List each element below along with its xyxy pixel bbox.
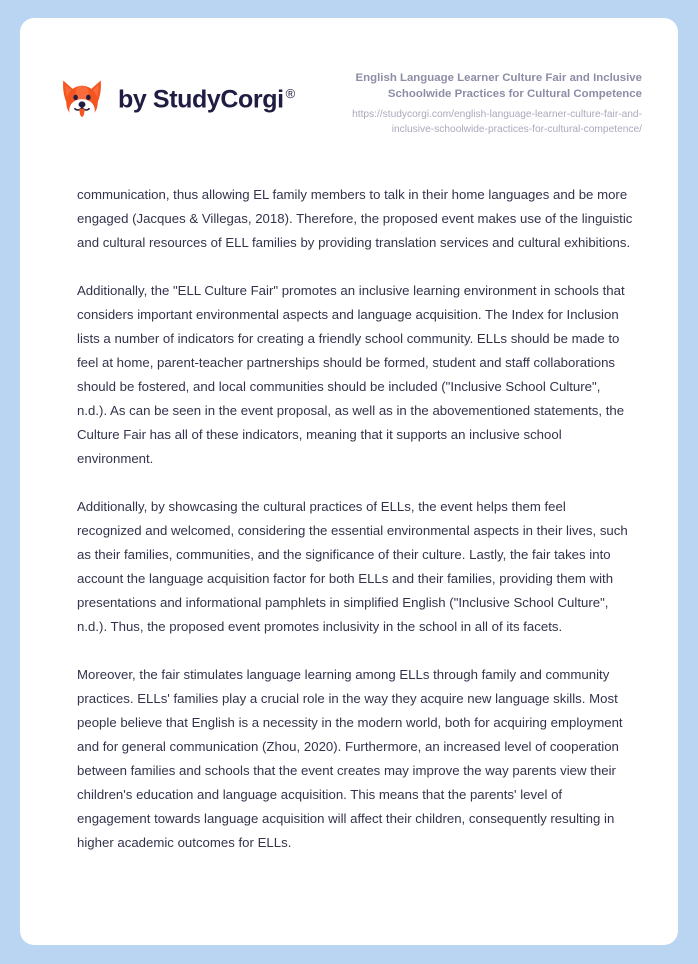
corgi-face-icon [58, 76, 106, 124]
brand-wordmark-text: by StudyCorgi [118, 85, 284, 114]
studycorgi-brand[interactable] [58, 68, 295, 124]
registered-trademark-icon: ® [285, 86, 295, 102]
body-paragraph: Moreover, the fair stimulates language learning among ELLs through family and community practices. ELLs' families play a crucial role in the way they acquire new language skills. Most people believe that English is a necessity in the modern world, both for acquiring employment and for general communication (Zhou, 2020). Furthermore, an increased level of cooperation between families and schools that the event creates may improve the way parents view their children's education and language acquisition. This means that the parents' level of engagement towards language acquisition will affect their children, consequently resulting in higher academic outcomes for ELLs. [77, 667, 623, 851]
source-url[interactable]: https://studycorgi.com/english-language-learner-culture-fair-and-inclusive-schoolwide-practices-for-cultural-competence/ [352, 109, 642, 135]
document-page-card [20, 18, 678, 945]
brand-wordmark [118, 87, 295, 112]
document-meta [295, 68, 642, 137]
document-body [20, 183, 678, 855]
document-header [20, 18, 678, 137]
body-paragraph: Additionally, the "ELL Culture Fair" promotes an inclusive learning environment in schools that considers important environmental aspects and language acquisition. The Index for Inclusion lists a number of indicators for creating a friendly school community. ELLs should be made to feel at home, parent-teacher partnerships should be formed, student and staff collaborations should be fostered, and local communities should be included ("Inclusive School Culture", n.d.). As can be seen in the event proposal, as well as in the abovementioned statements, the Culture Fair has all of these indicators, meaning that it supports an inclusive school environment. [77, 283, 625, 467]
body-paragraph: communication, thus allowing EL family members to talk in their home languages and be more engaged (Jacques & Villegas, 2018). Therefore, the proposed event makes use of the linguistic and cultural resources of ELL families by providing translation services and cultural exhibitions. [77, 187, 633, 251]
page-title: English Language Learner Culture Fair and Inclusive Schoolwide Practices for Cultural Competence [355, 72, 642, 101]
body-paragraph: Additionally, by showcasing the cultural practices of ELLs, the event helps them feel recognized and welcomed, considering the essential environmental aspects in their lives, such as their families, communities, and the significance of their culture. Lastly, the fair takes into account the language acquisition factor for both ELLs and their families, providing them with presentations and informational pamphlets in simplified English ("Inclusive School Culture", n.d.). Thus, the proposed event promotes inclusivity in the school in all of its facets. [77, 499, 628, 635]
